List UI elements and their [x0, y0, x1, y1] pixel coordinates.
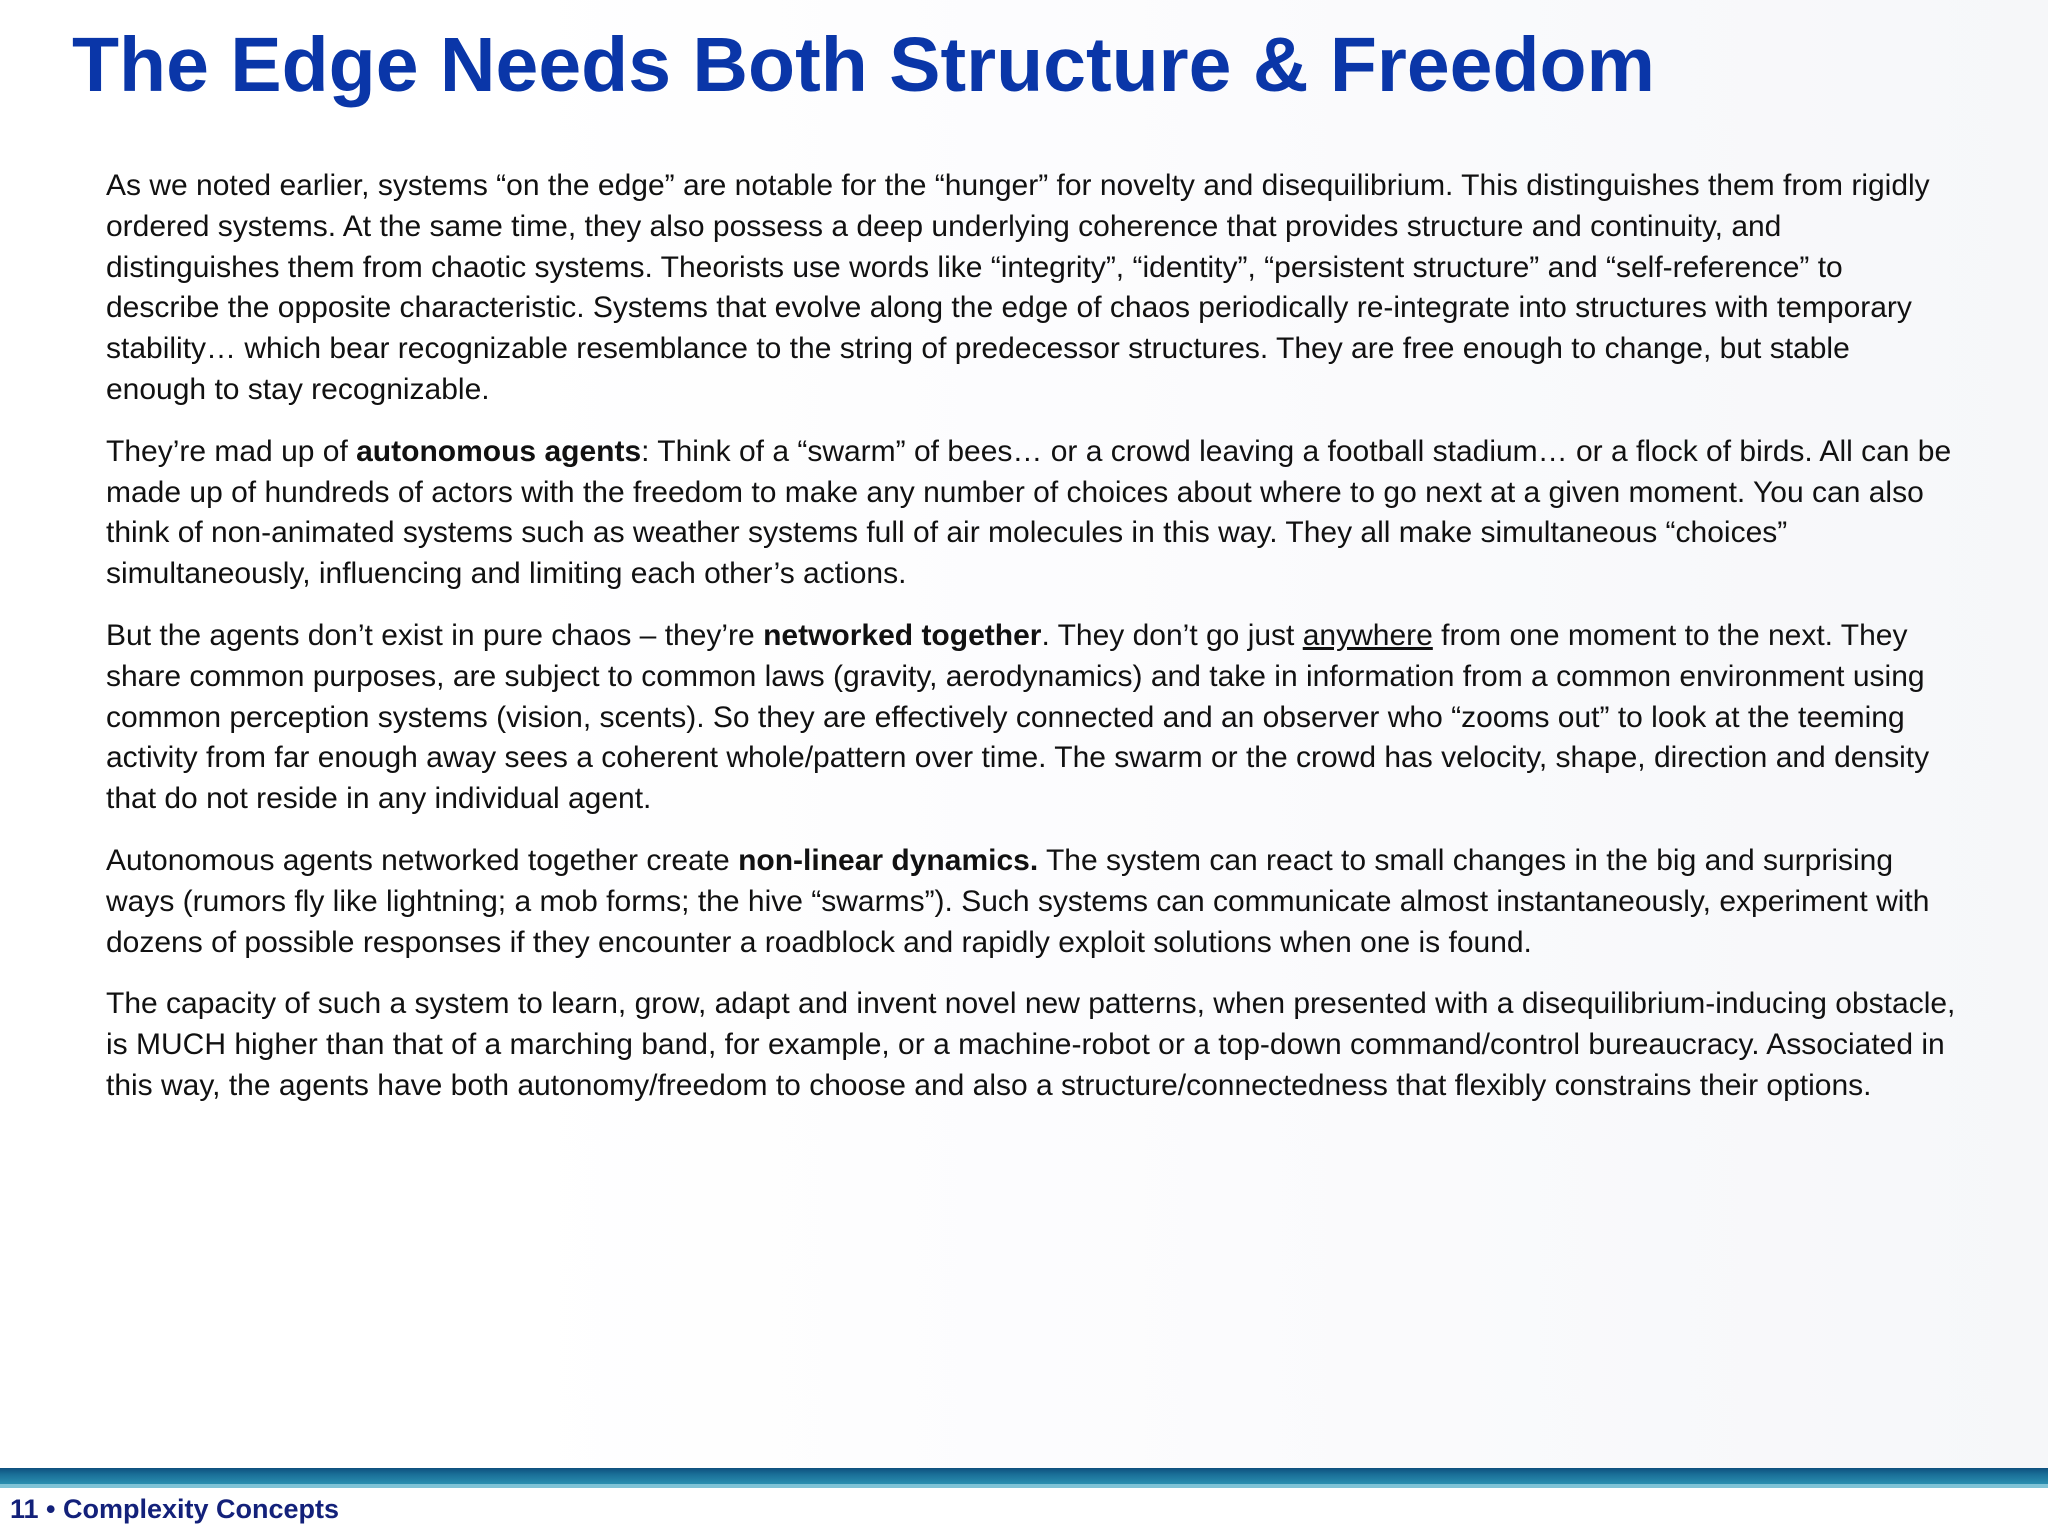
paragraph-text: Autonomous agents networked together create	[106, 843, 739, 877]
bold-term-autonomous-agents: autonomous agents	[356, 434, 642, 468]
paragraph-text: But the agents don’t exist in pure chaos – they’re	[106, 618, 764, 652]
footer-bar	[0, 1468, 2048, 1484]
paragraph-non-linear-dynamics	[106, 841, 1958, 963]
paragraph-text: They’re mad up of	[106, 434, 357, 468]
paragraph-text: from one moment to the next. They share common purposes, are subject to common laws (gravity, aerodynamics) and take in information from a common environment using common perception systems (vision, scents). So they are effectively connected and an observer who “zooms out” to look at the teeming activity from far enough away sees a coherent whole/pattern over time. The swarm or the crowd has velocity, shape, direction and density that do not reside in any individual agent.	[106, 618, 1930, 816]
paragraph-edge-intro	[106, 166, 1958, 411]
paragraph-autonomous-agents	[106, 432, 1958, 595]
underlined-word-anywhere: anywhere	[1302, 618, 1433, 652]
paragraph-networked-together	[106, 616, 1958, 820]
paragraph-text: . They don’t go just	[1041, 618, 1303, 652]
slide-title: The Edge Needs Both Structure & Freedom	[72, 22, 1656, 108]
footer-divider	[0, 1484, 2048, 1488]
paragraph-capacity	[106, 984, 1958, 1106]
slide-body	[106, 166, 1958, 1128]
paragraph-text: : Think of a “swarm” of bees… or a crowd leaving a football stadium… or a flock of birds. All can be made up of hundreds of actors with the freedom to make any number of choices about where to go next at a given moment. You can also think of non-animated systems such as weather systems full of air molecules in this way. They all make simultaneous “choices” simultaneously, influencing and limiting each other’s actions.	[106, 434, 1952, 591]
paragraph-text: The capacity of such a system to learn, grow, adapt and invent novel new patterns, when presented with a disequilibrium-inducing obstacle, is MUCH higher than that of a marching band, for example, or a machine-robot or a top-down command/control bureaucracy. Associated in this way, the agents have both autonomy/freedom to choose and also a structure/connectedness that flexibly constrains their options.	[106, 987, 1956, 1102]
bold-term-non-linear-dynamics: non-linear dynamics.	[738, 843, 1039, 877]
paragraph-text: The system can react to small changes in the big and surprising ways (rumors fly like lightning; a mob forms; the hive “swarms”). Such systems can communicate almost instantaneously, experiment with dozens of possible responses if they encounter a roadblock and rapidly exploit solutions when one is found.	[106, 843, 1930, 959]
footer-page-label: 11 • Complexity Concepts	[10, 1494, 340, 1524]
bold-term-networked-together: networked together	[763, 618, 1042, 652]
paragraph-text: As we noted earlier, systems “on the edge” are notable for the “hunger” for novelty and disequilibrium. This distinguishes them from rigidly ordered systems. At the same time, they also possess a deep underlying coherence that provides structure and continuity, and distinguishes them from chaotic systems. Theorists use words like “integrity”, “identity”, “persistent structure” and “self-reference” to describe the opposite characteristic. Systems that evolve along the edge of chaos periodically re-integrate into structures with temporary stability… which bear recognizable resemblance to the string of predecessor structures. They are free enough to change, but stable enough to stay recognizable.	[106, 169, 1930, 406]
